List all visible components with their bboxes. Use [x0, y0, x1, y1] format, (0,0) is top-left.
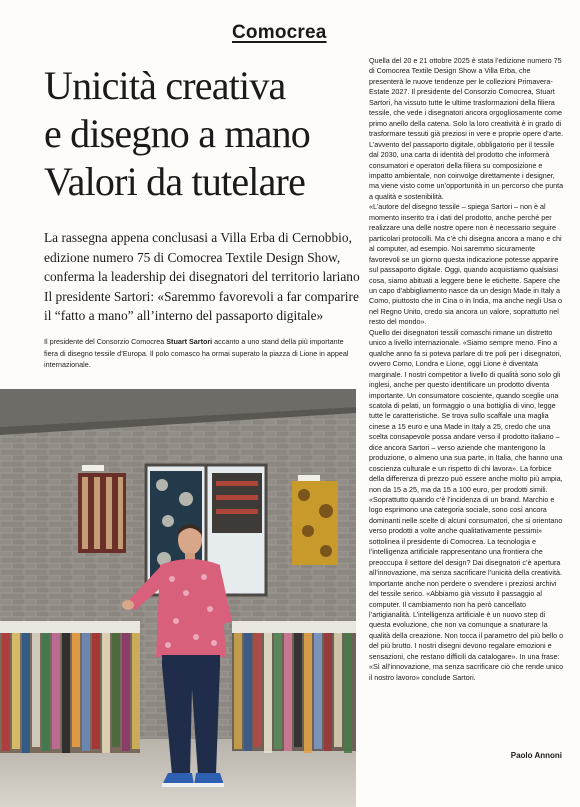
section-label: Comocrea [232, 22, 327, 43]
deck-line: Il presidente Sartori: «Saremmo favorevoli a far comparire [44, 288, 359, 304]
deck-line: conferma la leadership dei disegnatori del territorio lariano [44, 269, 360, 284]
headline-line: Unicità creativa [44, 63, 286, 108]
article-body [369, 56, 565, 683]
photo-caption [44, 336, 356, 371]
caption-name: Stuart Sartori [166, 337, 213, 346]
deck-line: edizione numero 75 di Comocrea Textile Design Show, [44, 249, 341, 265]
body-paragraph: «Soprattutto quando c’è l’incidenza di un brand. Marchio e logo esprimono una categoria sociale, sono così ancora dominanti nelle scelte di alcuni consumatori, che si orientano verso prodotti a volte anche qualitativamente pessimi» sottolinea il presidente di Comocrea. La tecnologia e l’intelligenza artificiale rappresentano una frontiera che preoccupa il settore del design? Dai disegnatori c’è apertura all’innovazione, ma senza sacrificare l’unicità della creatività. [369, 495, 563, 578]
headline [44, 62, 354, 206]
headline-line: e disegno a mano [44, 111, 311, 156]
headline-line: Valori da tutelare [44, 159, 306, 204]
body-paragraph: Importante anche non perdere o svendere i preziosi archivi del tessile serico. «Abbiamo già vissuto il passaggio al computer. Il cambiamento non ha però cancellato l’artigianalità. L’intelligenza artificiale è un nuovo step di questa evoluzione, che non va comunque a snaturare la qualità della creazione. Non tocca il parametro del più bello o del più brutto. I nostri disegni devono regalare emozioni e sensazioni, che restano difficili da catalogare». In una frase: «Sì all’innovazione, ma senza sacrificare ciò che rende unico il nostro lavoro» conclude Sartori. [369, 578, 564, 682]
photo-illustration [0, 389, 356, 807]
caption-text: accanto a uno stand della più importante fiera di disegno tessile d’Europa. Il polo comasco ha ormai superato la piazza di Lione in appeal internazionale. [44, 337, 349, 369]
body-paragraph: Quello dei disegnatori tessili comaschi rimane un distretto unico a livello internazionale. «Siamo sempre meno. Fino a qualche anno fa si poteva parlare di tre poli per i disegnatori, ovvero Como, Londra e Lione, oggi Lione è diventata marginale. I nostri competitor a livello di qualità sono solo gli inglesi, anche per questo identificare un prodotto diventa importante. Un consumatore cosciente, quando sceglie una scatola di pelati, un formaggio o una bottiglia di vino, legge tutte le caratteristiche. Se trova sullo scaffale una maglia cinese a 15 euro e una Made in Italy a 25, credo che una scelta consapevole possa andare verso il prodotto italiano – dice ancora Sartori – verso aziende che mantengono la produzione, o almeno una sua parte, in Italia, che hanno una coscienza culturale e un rispetto di chi lavora». La forbice della differenza di prezzo può essere anche molto più ampia, non da 15 a 25, ma da 15 a 100 euro, per prodotti simili. [369, 327, 563, 494]
body-paragraph: «L’autore del disegno tessile – spiega Sartori – non è al momento inserito tra i dati del prodotto, anche perché per realizzare una delle nostre opere non è necessario seguire particolari protocolli. Ma c’è chi disegna ancora a mano e chi al computer, ad esempio. Noi saremmo sicuramente favorevoli se un giorno questa indicazione potesse apparire sul passaporto digitale. Oggi, quando acquistiamo qualsiasi cosa, siamo abituati a leggere bene le etichette. Sapere che un capo d’abbigliamento nasce da un design Made in Italy a Como, piuttosto che in Cina o in India, ma anche negli Usa o nel Regno Unito, credo sia ancora un valore, soprattutto nel resto del mondo». [369, 202, 562, 327]
article-photo [0, 389, 356, 807]
byline: Paolo Annoni [510, 751, 562, 760]
deck-line: il “fatto a mano” all’interno del passaporto digitale» [44, 308, 324, 323]
deck [44, 228, 360, 326]
body-paragraph: Quella del 20 e 21 ottobre 2025 è stata l’edizione numero 75 di Comocrea Textile Design Show a Villa Erba, che presenterà le nuove tendenze per le collezioni Primavera-Estate 2027. Il presidente del Consorzio Comocrea, Stuart Sartori, ha vissuto tutte le ultime trasformazioni della filiera tessile, che vede i disegnatori ancora orgogliosamente come primo anello della catena. Solo la loro creatività è in grado di trasformare tessuti già preziosi in vere e proprie opere d’arte. [369, 56, 564, 139]
deck-line: La rassegna appena conclusasi a Villa Erba di Cernobbio, [44, 230, 352, 245]
caption-text: Il presidente del Consorzio Comocrea [44, 337, 167, 346]
body-paragraph: L’avvento del passaporto digitale, obbligatorio per il tessile dal 2030, una carta di identità del prodotto che informerà consumatori e operatori della filiera su composizione e impatto ambientale, non coinvolge direttamente i designer, ma viene visto come un’opportunità in un percorso che punta a qualità e sostenibilità. [369, 139, 564, 201]
